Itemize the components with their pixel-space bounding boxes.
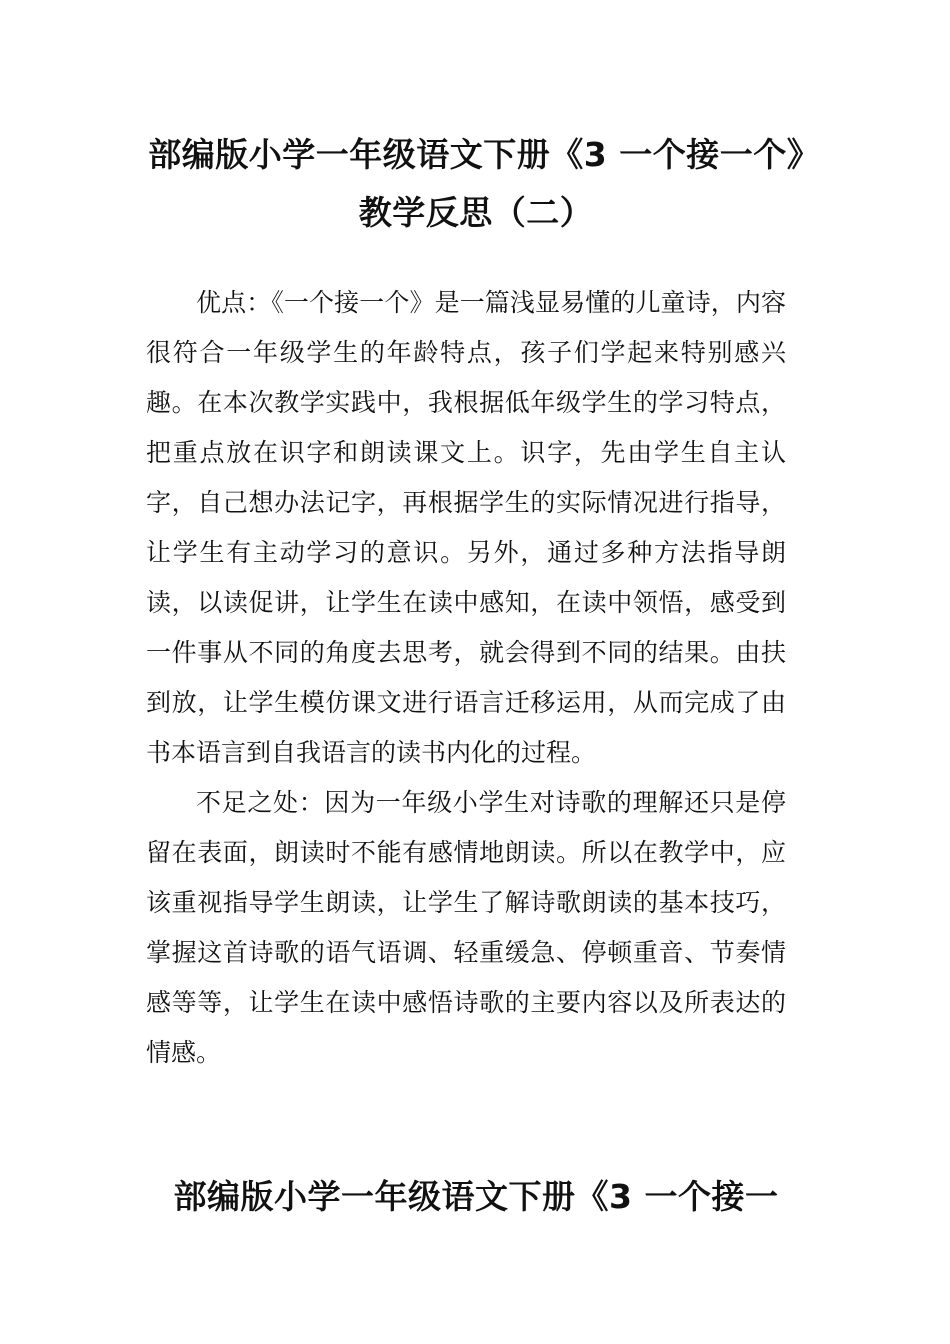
- paragraph-strengths: 优点：《一个接一个》是一篇浅显易懂的儿童诗，内容很符合一年级学生的年龄特点，孩子们学起来特别感兴趣。在本次教学实践中，我根据低年级学生的学习特点，把重点放在识字和朗读课文上。识字，先由学生自主认字，自己想办法记字，再根据学生的实际情况进行指导，让学生有主动学习的意识。另外，通过多种方法指导朗读，以读促讲，让学生在读中感知，在读中领悟，感受到一件事从不同的角度去思考，就会得到不同的结果。由扶到放，让学生模仿课文进行语言迁移运用，从而完成了由书本语言到自我语言的读书内化的过程。: [146, 288, 786, 767]
- next-document-title: 部编版小学一年级语文下册《3 一个接一: [173, 1177, 779, 1216]
- document-title: 部编版小学一年级语文下册《3 一个接一个》教学反思（二）: [148, 135, 804, 232]
- paragraph-weaknesses: 不足之处：因为一年级小学生对诗歌的理解还只是停留在表面，朗读时不能有感情地朗读。所以在教学中，应该重视指导学生朗读，让学生了解诗歌朗读的基本技巧，掌握这首诗歌的语气语调、轻重缓急、停顿重音、节奏情感等等，让学生在读中感悟诗歌的主要内容以及所表达的情感。: [146, 788, 786, 1067]
